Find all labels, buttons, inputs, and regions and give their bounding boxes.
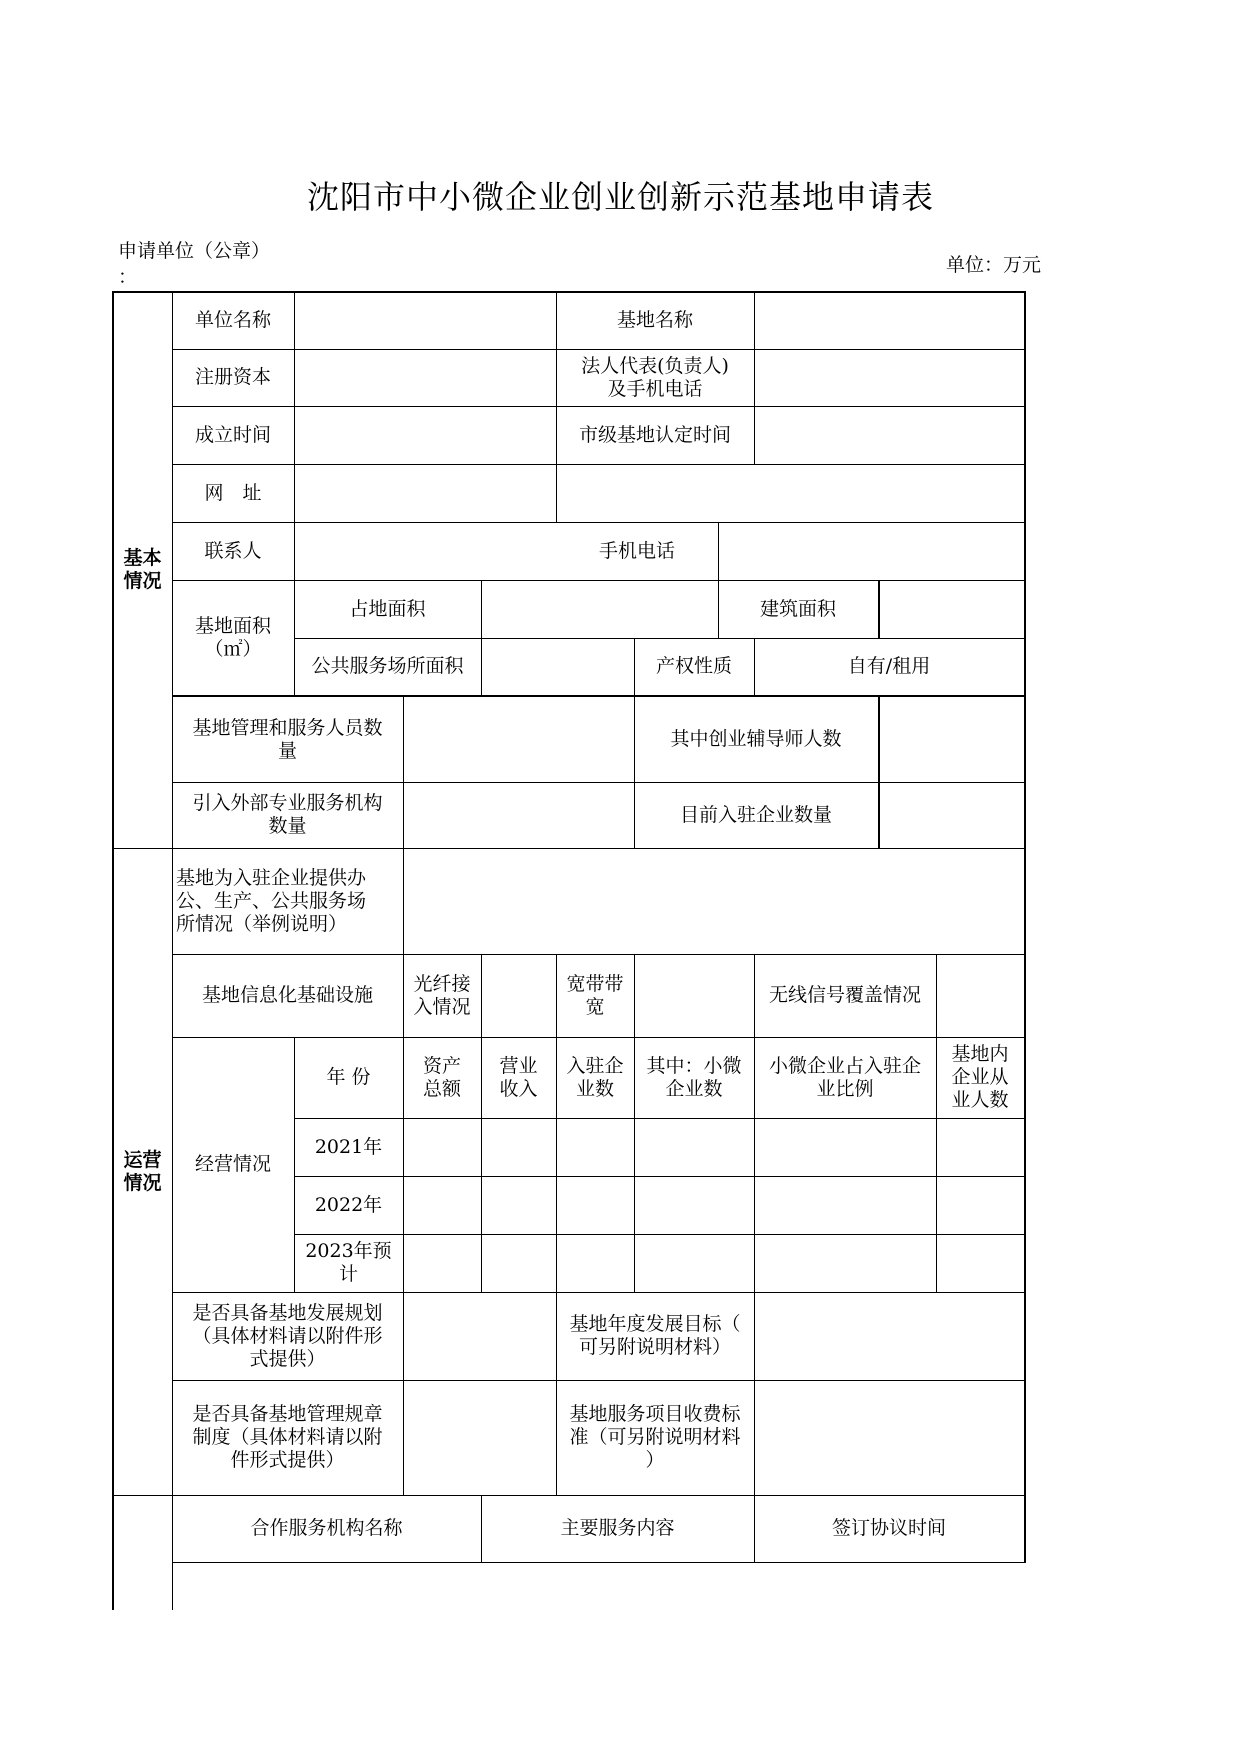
annual-goal-field[interactable] — [754, 1292, 1024, 1380]
header-assets: 资产 总额 — [422, 1054, 461, 1100]
header-year: 年 份 — [326, 1066, 371, 1088]
year-2022: 2022年 — [314, 1193, 383, 1216]
established-label: 成立时间 — [194, 423, 271, 446]
applicant-label-text: 申请单位（公章） — [118, 240, 271, 262]
contact-label: 联系人 — [204, 539, 262, 562]
wireless-label: 无线信号覆盖情况 — [768, 984, 921, 1006]
wireless-field[interactable] — [936, 954, 1024, 1037]
unit-name-label: 单位名称 — [194, 308, 271, 331]
land-area-label: 占地面积 — [349, 597, 426, 620]
business-label: 经营情况 — [194, 1153, 271, 1175]
public-area-field[interactable] — [481, 638, 634, 695]
website-label: 网 址 — [204, 481, 262, 504]
registered-capital-label: 注册资本 — [194, 366, 271, 388]
unit-label: 单位：万元 — [945, 254, 1041, 276]
established-field[interactable] — [294, 406, 556, 464]
base-name-label: 基地名称 — [616, 308, 693, 331]
building-area-label: 建筑面积 — [759, 597, 836, 620]
page-title: 沈阳市中小微企业创业创新示范基地申请表 — [306, 178, 934, 216]
staff-count-label: 基地管理和服务人员数 量 — [192, 716, 383, 762]
mentor-count-field[interactable] — [880, 697, 1024, 782]
bandwidth-label: 宽带带 宽 — [566, 972, 624, 1018]
mgmt-rules-field[interactable] — [403, 1380, 556, 1495]
mentor-count-label: 其中创业辅导师人数 — [670, 728, 842, 750]
services-desc-label: 基地为入驻企业提供办 公、生产、公共服务场 所情况（举例说明） — [176, 867, 367, 935]
city-cert-time-field[interactable] — [754, 406, 1024, 464]
header-small-micro: 其中：小微 企业数 — [646, 1054, 742, 1100]
applicant-colon: ： — [118, 266, 138, 288]
public-area-label: 公共服务场所面积 — [311, 655, 464, 677]
mgmt-rules-label: 是否具备基地管理规章 制度（具体材料请以附 件形式提供） — [192, 1403, 383, 1471]
contact-field[interactable] — [294, 522, 556, 580]
base-area-label: 基地面积 （㎡） — [194, 614, 271, 660]
infra-label: 基地信息化基础设施 — [201, 984, 373, 1006]
registered-capital-field[interactable] — [294, 349, 556, 406]
website-field[interactable] — [294, 464, 1024, 522]
services-desc-field[interactable] — [403, 849, 1024, 954]
mobile-field[interactable] — [718, 522, 1024, 580]
header-enterprises: 入驻企 业数 — [566, 1054, 624, 1100]
unit-name-field[interactable] — [294, 291, 556, 349]
year-2023-forecast: 2023年预 计 — [305, 1240, 392, 1285]
bandwidth-field[interactable] — [634, 954, 754, 1037]
year-2021: 2021年 — [314, 1135, 383, 1158]
coop-content-header: 主要服务内容 — [560, 1517, 675, 1539]
dev-plan-field[interactable] — [403, 1292, 556, 1380]
fee-standard-field[interactable] — [754, 1380, 1024, 1495]
fiber-label: 光纤接 入情况 — [413, 972, 471, 1018]
base-name-field[interactable] — [754, 291, 1024, 349]
header-employees: 基地内 企业从 业人数 — [951, 1043, 1009, 1111]
section-basic-label: 基本 情况 — [123, 547, 162, 592]
current-enterprises-field[interactable] — [880, 782, 1024, 848]
coop-org-name-header: 合作服务机构名称 — [250, 1517, 403, 1539]
city-cert-time-label: 市级基地认定时间 — [578, 423, 731, 446]
fiber-field[interactable] — [481, 954, 556, 1037]
header-revenue: 营业 收入 — [499, 1054, 538, 1100]
legal-rep-field[interactable] — [754, 349, 1024, 406]
staff-count-field[interactable] — [403, 697, 634, 782]
mobile-label: 手机电话 — [598, 539, 675, 562]
dev-plan-label: 是否具备基地发展规划 （具体材料请以附件形 式提供） — [192, 1301, 383, 1370]
coop-agreement-time-header: 签订协议时间 — [831, 1517, 946, 1539]
external-orgs-label: 引入外部专业服务机构 数量 — [192, 792, 383, 837]
fee-standard-label: 基地服务项目收费标 准（可另附说明材料 ） — [569, 1403, 741, 1471]
current-enterprises-label: 目前入驻企业数量 — [679, 803, 832, 826]
land-area-field[interactable] — [481, 580, 718, 638]
annual-goal-label: 基地年度发展目标（ 可另附说明材料） — [569, 1313, 741, 1358]
legal-rep-label: 法人代表(负责人) 及手机电话 — [581, 354, 729, 400]
property-nature-value[interactable]: 自有/租用 — [847, 655, 931, 677]
external-orgs-field[interactable] — [403, 782, 634, 848]
header-ratio: 小微企业占入驻企 业比例 — [768, 1054, 921, 1100]
property-nature-label: 产权性质 — [655, 655, 732, 677]
section-operation-label: 运营 情况 — [123, 1149, 162, 1194]
building-area-field[interactable] — [880, 580, 1024, 638]
